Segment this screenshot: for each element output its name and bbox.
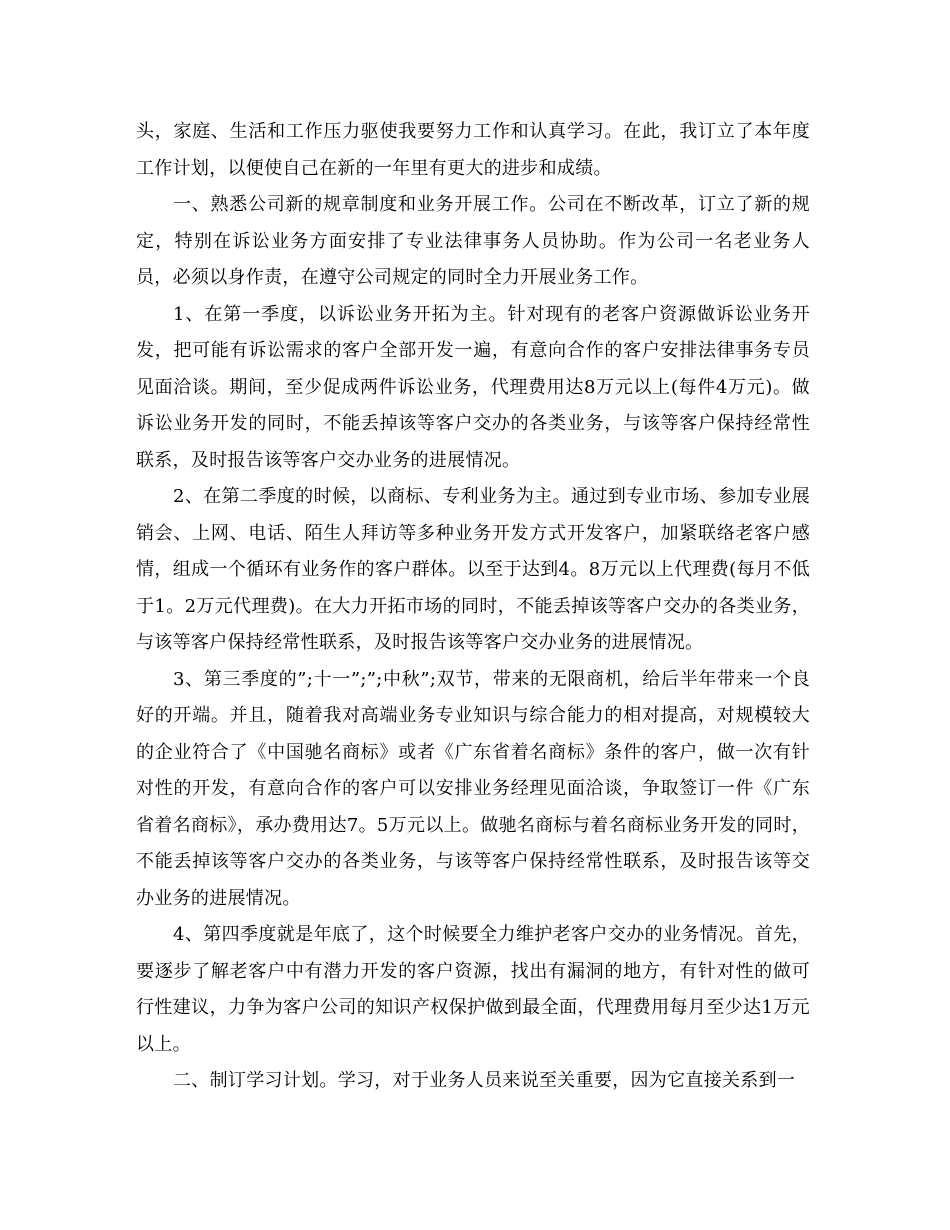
paragraph-third-quarter: 3、第三季度的”;十一”;”;中秋”;双节，带来的无限商机，给后半年带来一个良好的开端。并且，随着我对高端业务专业知识与综合能力的相对提高，对规模较大的企业符合了《中国驰名商标》或者《广东省着名商标》条件的客户，做一次有针对性的开发，有意向合作的客户可以安排业务经理见面洽谈，争取签订一件《广东省着名商标》，承办费用达7。5万元以上。做驰名商标与着名商标业务开发的同时，不能丢掉该等客户交办的各类业务，与该等客户保持经常性联系，及时报告该等交办业务的进展情况。 [136, 668, 810, 909]
paragraph-continuation: 头，家庭、生活和工作压力驱使我要努力工作和认真学习。在此，我订立了本年度工作计划，以便使自己在新的一年里有更大的进步和成绩。 [136, 121, 810, 179]
paragraph-section-one: 一、熟悉公司新的规章制度和业务开展工作。公司在不断改革，订立了新的规定，特别在诉讼业务方面安排了专业法律事务人员协助。作为公司一名老业务人员，必须以身作责，在遵守公司规定的同时全力开展业务工作。 [136, 194, 810, 288]
paragraph-first-quarter: 1、在第一季度，以诉讼业务开拓为主。针对现有的老客户资源做诉讼业务开发，把可能有诉讼需求的客户全部开发一遍，有意向合作的客户安排法律事务专员见面洽谈。期间，至少促成两件诉讼业务，代理费用达8万元以上(每件4万元)。做诉讼业务开发的同时，不能丢掉该等客户交办的各类业务，与该等客户保持经常性联系，及时报告该等客户交办业务的进展情况。 [136, 303, 810, 471]
paragraph-fourth-quarter: 4、第四季度就是年底了，这个时候要全力维护老客户交办的业务情况。首先，要逐步了解老客户中有潜力开发的客户资源，找出有漏洞的地方，有针对性的做可行性建议，力争为客户公司的知识产权保护做到最全面，代理费用每月至少达1万元以上。 [136, 924, 810, 1055]
paragraph-section-two: 二、制订学习计划。学习，对于业务人员来说至关重要，因为它直接关系到一 [173, 1070, 796, 1091]
document-page [136, 114, 810, 1100]
paragraph-second-quarter: 2、在第二季度的时候，以商标、专利业务为主。通过到专业市场、参加专业展销会、上网、电话、陌生人拜访等多种业务开发方式开发客户，加紧联络老客户感情，组成一个循环有业务作的客户群体。以至于达到4。8万元以上代理费(每月不低于1。2万元代理费)。在大力开拓市场的同时，不能丢掉该等客户交办的各类业务，与该等客户保持经常性联系，及时报告该等客户交办业务的进展情况。 [136, 486, 810, 653]
